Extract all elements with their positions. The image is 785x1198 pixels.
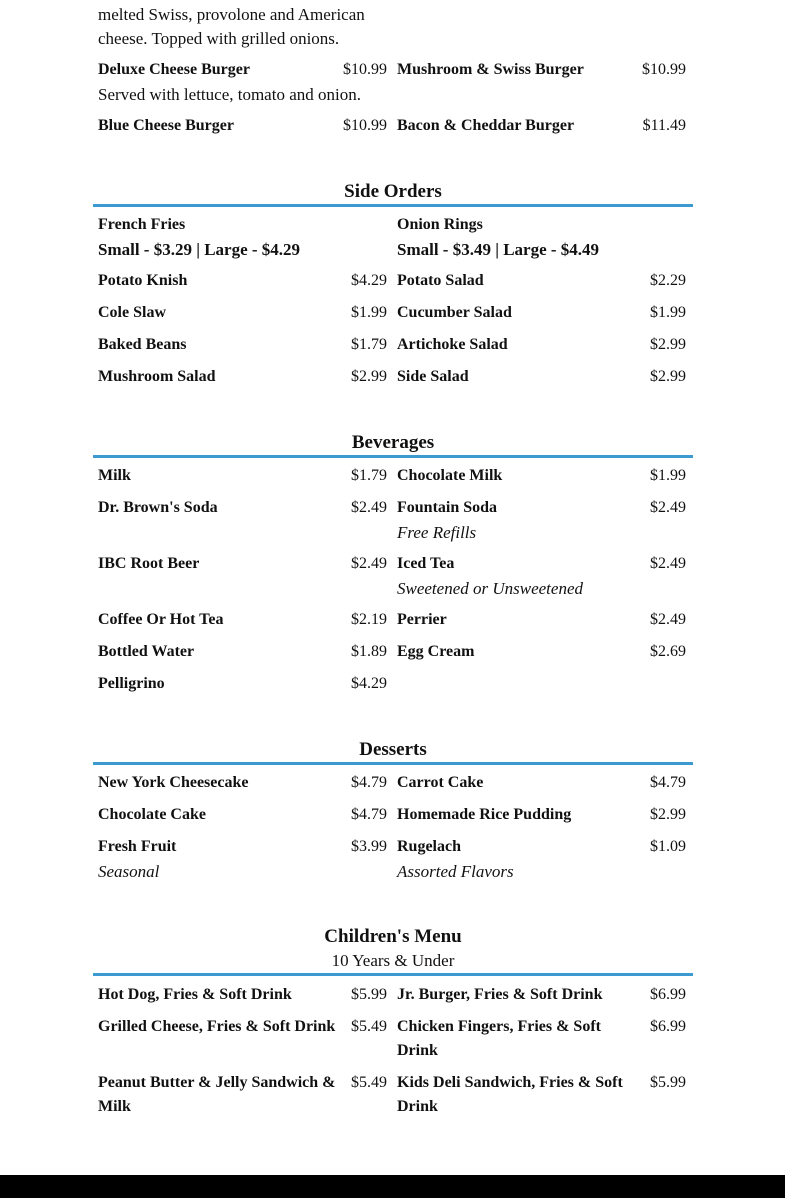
- menu-item-name: Baked Beans: [98, 336, 187, 353]
- menu-item-name: Hot Dog, Fries & Soft Drink: [98, 986, 292, 1003]
- menu-item-name: Coffee Or Hot Tea: [98, 611, 224, 628]
- menu-item-price: $2.29: [650, 272, 686, 289]
- item-note: Sweetened or Unsweetened: [397, 579, 583, 598]
- menu-item-name: Homemade Rice Pudding: [397, 806, 572, 823]
- menu-item-name: Fresh Fruit: [98, 838, 177, 855]
- menu-item-price: $1.79: [351, 336, 387, 353]
- menu-item-name: Bacon & Cheddar Burger: [397, 117, 575, 134]
- section-title-childrens-menu: Children's Menu: [324, 926, 462, 947]
- section-title-side-orders: Side Orders: [344, 181, 442, 202]
- item-note: Seasonal: [98, 862, 160, 881]
- menu-item-price: $3.99: [351, 838, 387, 855]
- menu-item-name: Perrier: [397, 611, 447, 628]
- menu-item-name: Chocolate Milk: [397, 467, 503, 484]
- menu-item-price: $2.99: [650, 806, 686, 823]
- menu-item-name: Dr. Brown's Soda: [98, 499, 218, 516]
- item-description: Served with lettuce, tomato and onion.: [98, 85, 361, 104]
- menu-item-name: Cucumber Salad: [397, 304, 512, 321]
- menu-item-name: Grilled Cheese, Fries & Soft Drink: [98, 1018, 336, 1035]
- menu-item-name: Carrot Cake: [397, 774, 484, 791]
- menu-item-price: $1.89: [351, 643, 387, 660]
- menu-item-name: Peanut Butter & Jelly Sandwich &: [98, 1074, 336, 1091]
- menu-item-price: $10.99: [642, 61, 686, 78]
- menu-item-price: $2.19: [351, 611, 387, 628]
- menu-item-price: $10.99: [343, 117, 387, 134]
- menu-item-name: Kids Deli Sandwich, Fries & Soft: [397, 1074, 623, 1091]
- menu-item-price: $5.49: [351, 1074, 387, 1091]
- page-footer: [0, 1175, 785, 1198]
- menu-item-name: Rugelach: [397, 838, 461, 855]
- menu-item-name: Side Salad: [397, 368, 469, 385]
- section-title-desserts: Desserts: [359, 739, 427, 760]
- menu-item-name: Drink: [397, 1042, 438, 1059]
- menu-item-price: $2.49: [650, 611, 686, 628]
- menu-item-price: $1.99: [650, 467, 686, 484]
- menu-item-price: $4.79: [351, 774, 387, 791]
- menu-item-price: $11.49: [642, 117, 686, 134]
- menu-item-name: Jr. Burger, Fries & Soft Drink: [397, 986, 603, 1003]
- menu-item-price: $6.99: [650, 986, 686, 1003]
- menu-item-name: Fountain Soda: [397, 499, 498, 516]
- menu-item-price: $2.99: [650, 368, 686, 385]
- menu-item-name: Blue Cheese Burger: [98, 117, 234, 134]
- menu-item-name: Onion Rings: [397, 216, 483, 233]
- menu-item-name: Milk: [98, 1098, 131, 1115]
- menu-item-price: $10.99: [343, 61, 387, 78]
- menu-item-name: Cole Slaw: [98, 304, 166, 321]
- menu-item-price: $4.29: [351, 272, 387, 289]
- menu-item-price: $5.99: [351, 986, 387, 1003]
- menu-item-price: $4.79: [351, 806, 387, 823]
- menu-item-name: Potato Knish: [98, 272, 188, 289]
- menu-item-price: $1.99: [351, 304, 387, 321]
- size-prices: Small - $3.49 | Large - $4.49: [397, 240, 600, 259]
- menu-item-name: Mushroom Salad: [98, 368, 216, 385]
- menu-item-name: Chicken Fingers, Fries & Soft: [397, 1018, 601, 1035]
- item-note: Free Refills: [397, 523, 477, 542]
- menu-item-name: IBC Root Beer: [98, 555, 200, 572]
- menu-item-name: Deluxe Cheese Burger: [98, 61, 250, 78]
- section-title-beverages: Beverages: [351, 432, 435, 453]
- item-note: Assorted Flavors: [397, 862, 514, 881]
- size-prices: Small - $3.29 | Large - $4.29: [98, 240, 301, 259]
- section-subtitle: 10 Years & Under: [331, 951, 455, 970]
- menu-item-name: Bottled Water: [98, 643, 195, 660]
- menu-item-name: Pelligrino: [98, 675, 165, 692]
- section-divider: [93, 762, 693, 765]
- menu-item-name: Artichoke Salad: [397, 336, 508, 353]
- item-description: cheese. Topped with grilled onions.: [98, 29, 340, 48]
- section-divider: [93, 455, 693, 458]
- menu-item-name: Drink: [397, 1098, 438, 1115]
- menu-item-price: $2.49: [650, 555, 686, 572]
- menu-item-name: Egg Cream: [397, 643, 475, 660]
- menu-item-price: $2.69: [650, 643, 686, 660]
- menu-item-name: Chocolate Cake: [98, 806, 206, 823]
- menu-item-price: $2.49: [351, 555, 387, 572]
- menu-item-price: $2.49: [351, 499, 387, 516]
- item-description: melted Swiss, provolone and American: [98, 5, 365, 24]
- menu-item-name: French Fries: [98, 216, 186, 233]
- menu-item-price: $1.99: [650, 304, 686, 321]
- menu-item-price: $1.09: [650, 838, 686, 855]
- menu-item-name: Milk: [98, 467, 131, 484]
- menu-item-price: $2.49: [650, 499, 686, 516]
- section-divider: [93, 204, 693, 207]
- menu-item-price: $5.49: [351, 1018, 387, 1035]
- menu-item-price: $4.29: [351, 675, 387, 692]
- menu-item-price: $4.79: [650, 774, 686, 791]
- menu-item-price: $6.99: [650, 1018, 686, 1035]
- menu-item-name: Iced Tea: [397, 555, 455, 572]
- menu-item-name: Potato Salad: [397, 272, 484, 289]
- menu-item-price: $2.99: [650, 336, 686, 353]
- section-divider: [93, 973, 693, 976]
- menu-item-price: $5.99: [650, 1074, 686, 1091]
- menu-item-name: Mushroom & Swiss Burger: [397, 61, 584, 78]
- menu-item-name: New York Cheesecake: [98, 774, 249, 791]
- menu-item-price: $1.79: [351, 467, 387, 484]
- menu-item-price: $2.99: [351, 368, 387, 385]
